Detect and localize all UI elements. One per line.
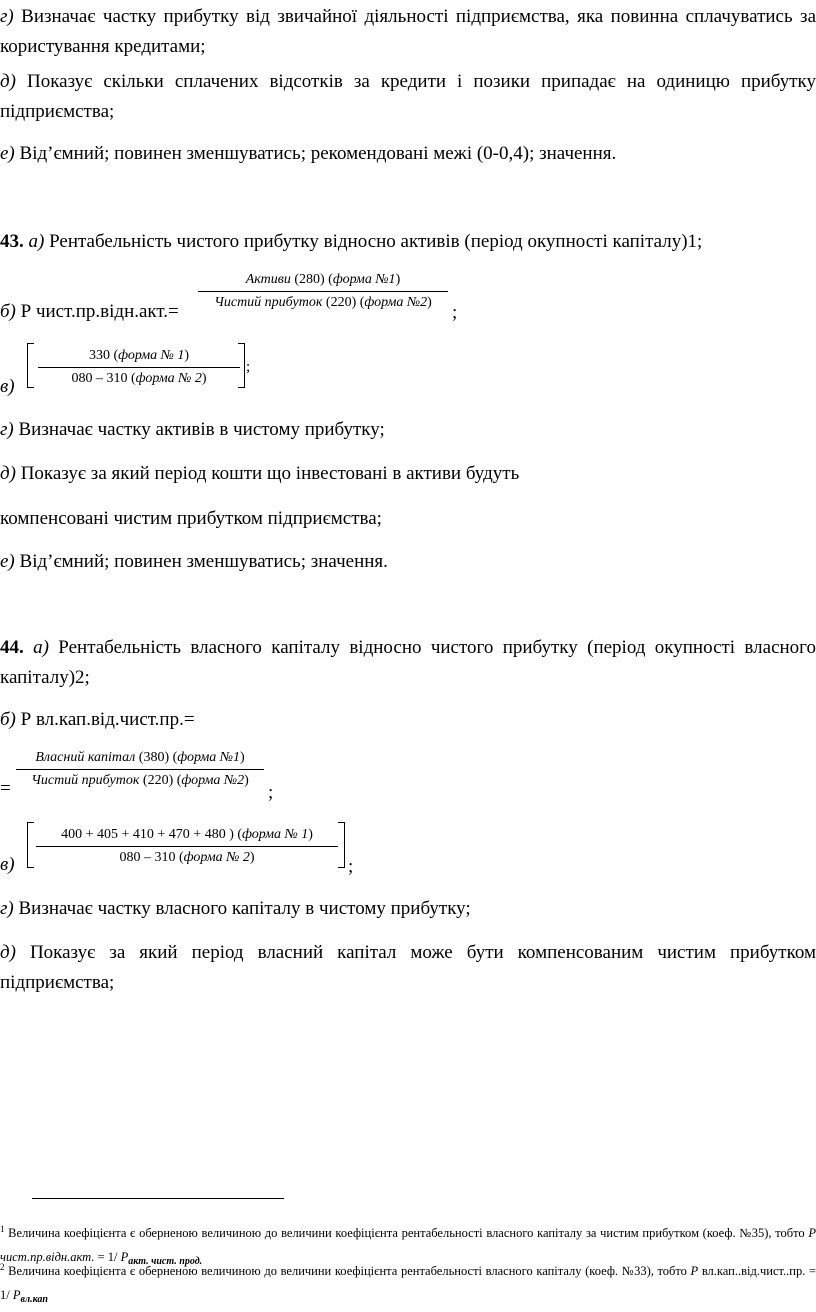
semicolon: ; <box>452 302 458 323</box>
s44-fraction-b <box>16 750 264 789</box>
item-letter: д) <box>0 942 16 963</box>
s44-item-b <box>0 705 816 735</box>
item-letter: д) <box>0 463 16 484</box>
s44-item-g <box>0 894 816 924</box>
right-bracket <box>238 343 245 388</box>
item-text: Від’ємний; повинен зменшуватись; значення. <box>14 551 388 572</box>
item-text: Показує за який період кошти що інвестовані в активи будуть <box>15 463 520 484</box>
left-bracket <box>27 343 34 388</box>
item-letter: е) <box>0 551 15 572</box>
s43-item-e <box>0 547 816 577</box>
item-text: Рентабельність чистого прибутку відносно активів (період окупності капіталу)1; <box>44 231 703 252</box>
item-text: Визначає частку власного капіталу в чистому прибутку; <box>13 898 471 919</box>
item-letter: а) <box>28 231 45 252</box>
item-letter: б) <box>0 301 16 322</box>
footnote-mark: 2 <box>0 1261 5 1272</box>
left-bracket <box>27 822 34 868</box>
fraction-denominator: 080 – 310 (форма № 2) <box>119 850 255 865</box>
item-letter: в) <box>0 376 15 397</box>
s42-item-e <box>0 139 816 169</box>
s43-fraction-v <box>38 348 240 387</box>
item-text: Показує скільки сплачених відсотків за кредити і позики припадає на одиницю прибутку підприємства; <box>0 71 816 122</box>
s43-fraction-b <box>198 272 448 311</box>
fraction-numerator: Активи (280) (форма №1) <box>198 272 448 292</box>
equals-sign: = <box>0 778 11 799</box>
item-text: Рентабельність власного капіталу відносно чистого прибутку (період окупності власного капіталу)2; <box>0 637 816 688</box>
item-letter: е) <box>0 143 15 164</box>
footnote-1: $^1$ Величина коефіцієнта є оберненою величиною до величини коефіцієнта рентабельності власного капіталу за чистим прибутком (коеф. №35), тобто Р чист.пр.відн.акт. = 1/ $Р_{акт. чист. прод.}$ <box>0 1223 816 1267</box>
semicolon: ; <box>246 359 251 375</box>
fraction-numerator: Власний капітал (380) (форма №1) <box>16 750 264 770</box>
semicolon: ; <box>348 856 354 877</box>
item-letter: г) <box>0 419 14 440</box>
item-letter: д) <box>0 71 16 92</box>
s44-fraction-v <box>36 827 338 866</box>
fraction-denominator: Чистий прибуток (220) (форма №2) <box>31 773 249 788</box>
s44-item-a <box>0 633 816 693</box>
item-text: Від’ємний; повинен зменшуватись; рекомендовані межі (0-0,4); значення. <box>14 143 617 164</box>
item-letter: в) <box>0 854 15 875</box>
semicolon: ; <box>268 782 274 803</box>
section-number: 44. <box>0 637 24 658</box>
footnote-mark: 1 <box>0 1223 5 1234</box>
item-text: Р чист.пр.відн.акт.= <box>15 301 179 322</box>
right-bracket <box>338 822 345 868</box>
s43-item-d <box>0 459 816 489</box>
s42-item-g <box>0 2 816 62</box>
item-letter: г) <box>0 898 14 919</box>
item-text: Показує за який період власний капітал може бути компенсованим чистим прибутком підприємства; <box>0 942 816 993</box>
fraction-denominator: Чистий прибуток (220) (форма №2) <box>214 295 432 310</box>
item-text: Визначає частку прибутку від звичайної діяльності підприємства, яка повинна сплачуватись за користування кредитами; <box>0 6 816 57</box>
s43-item-a <box>0 227 816 257</box>
s42-item-d <box>0 67 816 127</box>
s44-item-d <box>0 938 816 998</box>
item-text: компенсовані чистим прибутком підприємства; <box>0 508 382 529</box>
footnote-separator <box>32 1198 284 1199</box>
item-text: Р вл.кап.від.чист.пр.= <box>15 709 195 730</box>
item-text: Визначає частку активів в чистому прибутку; <box>13 419 385 440</box>
item-letter: б) <box>0 709 16 730</box>
fraction-numerator: 330 (форма № 1) <box>38 348 240 368</box>
footnote-2: $^2$ Величина коефіцієнта є оберненою величиною до величини коефіцієнта рентабельності власного капіталу (коеф. №33), тобто Р вл.кап..від.чист..пр. = 1/ $Р_{вл.кап}$ <box>0 1261 816 1305</box>
fraction-denominator: 080 – 310 (форма № 2) <box>71 371 207 386</box>
section-number: 43. <box>0 231 24 252</box>
fraction-numerator: 400 + 405 + 410 + 470 + 480 ) (форма № 1) <box>36 827 338 847</box>
item-letter: а) <box>33 637 49 658</box>
s43-item-d-cont <box>0 504 816 534</box>
s43-item-g <box>0 415 816 445</box>
item-letter: г) <box>0 6 14 27</box>
